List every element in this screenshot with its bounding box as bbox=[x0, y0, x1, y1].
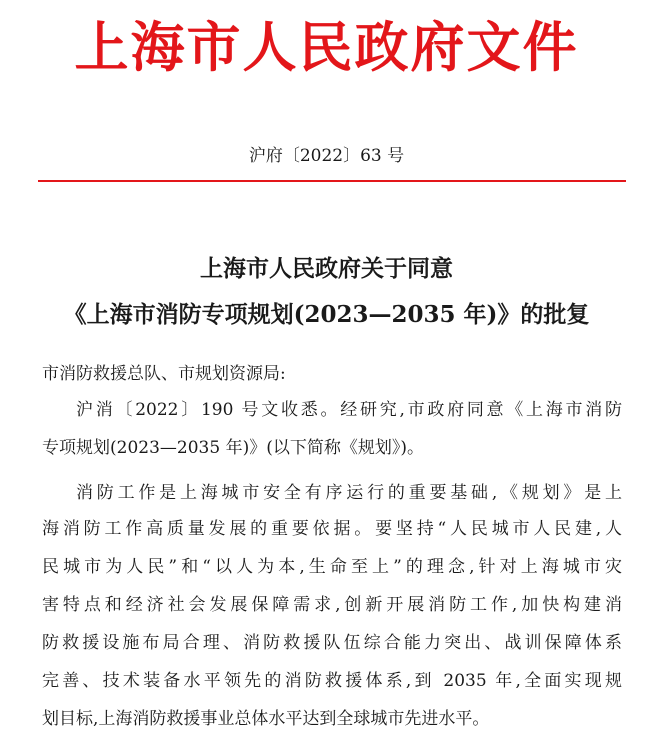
paragraph-2-line: 海消防工作高质量发展的重要依据。要坚持“人民城市人民建,人 bbox=[42, 519, 622, 539]
paragraph-1-line: 专项规划(2023—2035 年)》(以下简称《规划》)。 bbox=[42, 438, 424, 458]
red-divider-line bbox=[38, 180, 626, 182]
masthead-title: 上海市人民政府文件 bbox=[74, 15, 579, 79]
paragraph-2-line: 完善、技术装备水平领先的消防救援体系,到 2035 年,全面实现规 bbox=[42, 671, 622, 691]
paragraph-2-line: 防救援设施布局合理、消防救援队伍综合能力突出、战训保障体系 bbox=[42, 633, 622, 653]
paragraph-2-line: 消防工作是上海城市安全有序运行的重要基础,《规划》是上 bbox=[76, 483, 622, 503]
paragraph-2-line: 害特点和经济社会发展保障需求,创新开展消防工作,加快构建消 bbox=[42, 595, 622, 615]
document-number: 沪府〔2022〕63 号 bbox=[248, 146, 405, 166]
paragraph-2-line: 民城市为人民”和“以人为本,生命至上”的理念,针对上海城市灾 bbox=[42, 557, 622, 577]
document-title-line-1: 上海市人民政府关于同意 bbox=[200, 255, 453, 282]
document-title-line-2: 《上海市消防专项规划(2023—2035 年)》的批复 bbox=[63, 301, 590, 328]
paragraph-1-line: 沪消〔2022〕190 号文收悉。经研究,市政府同意《上海市消防 bbox=[76, 400, 622, 420]
paragraph-2-line: 划目标,上海消防救援事业总体水平达到全球城市先进水平。 bbox=[42, 709, 490, 729]
salutation: 市消防救援总队、市规划资源局: bbox=[42, 364, 286, 384]
